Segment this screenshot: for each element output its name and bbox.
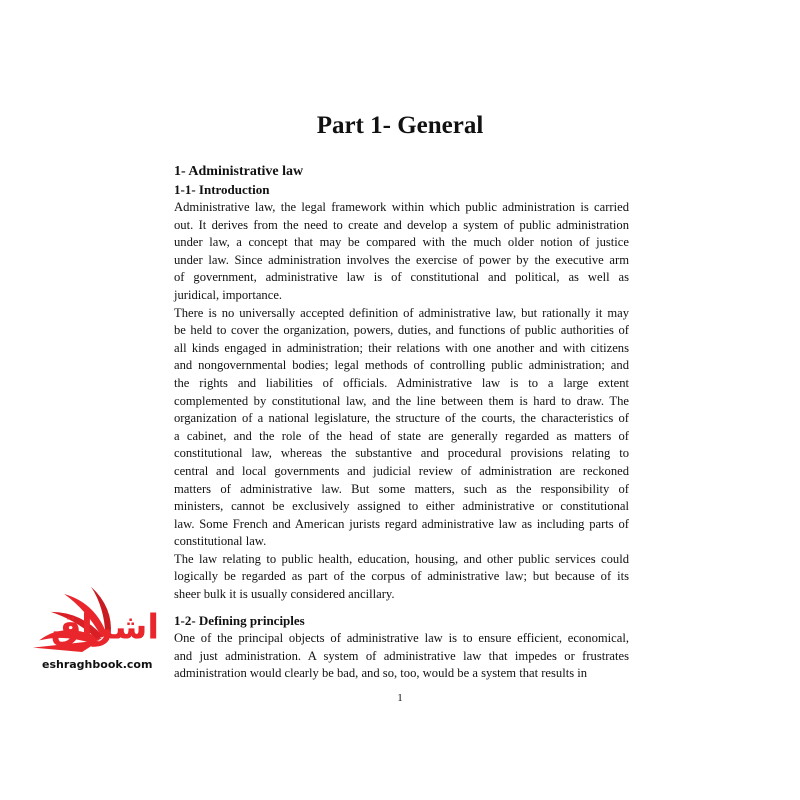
text-line: be held to cover the organization, powers, duties, and functions of public authorities of [174,323,629,338]
page-title: Part 1- General [316,112,484,139]
text-line: and just administration. A system of administrative law that impedes or frustrates [174,648,629,663]
text-line: constitutional law. [174,534,267,549]
body-text [174,630,629,683]
text-line: logically be regarded as part of the corpus of administrative law; but because of its [174,569,629,584]
text-line: juridical, importance. [174,287,283,302]
text-line: a cabinet, and the role of the head of state are generally regarded as matters of [174,428,629,443]
section-administrative-law [174,163,629,604]
eshraghbook-logo-icon [28,585,163,661]
page-number: 1 [397,692,403,704]
text-line: under law, a concept that may be compared with the much older notion of justice [174,235,629,250]
text-line: The law relating to public health, education, housing, and other public services could [174,551,629,566]
text-line: all kinds engaged in administration; their relations with one another and with citizens [174,340,629,355]
section-defining-principles [174,612,629,683]
text-line: matters of administrative law. But some matters, such as the responsibility of [174,481,629,496]
text-line: under law. Since administration involves the exercise of power by the executive arm [174,252,629,267]
text-line: administration would clearly be bad, and so, too, would be a system that results in [174,666,588,681]
watermark-url: eshraghbook.com [42,658,153,671]
body-text [174,199,629,604]
section-heading: 1- Administrative law [174,164,304,179]
text-line: organization of a national legislature, the structure of the courts, the characteristics of [174,411,629,426]
text-line: sheer bulk it is usually considered ancillary. [174,587,395,602]
text-line: and nongovernmental bodies; legal methods of controlling public administration; and [174,358,629,373]
text-line: complemented by constitutional law, and the line between them is hard to draw. The [174,393,629,408]
text-line: of government, administrative law is of constitutional and political, as well as [174,270,629,285]
text-line: out. It derives from the need to create and develop a system of public administration [174,217,629,232]
subsection-heading: 1-1- Introduction [174,182,270,197]
text-line: constitutional law, whereas the substantive and procedural provisions relating to [174,446,629,461]
subsection-heading: 1-2- Defining principles [174,613,305,628]
logo-text: اشراق [50,607,159,648]
text-line: Administrative law, the legal framework within which public administration is carried [174,200,629,214]
text-line: There is no universally accepted definition of administrative law, but rationally it may [174,305,629,320]
text-line: ministers, cannot be exclusively assigned to either administrative or constitutional [174,499,629,514]
text-line: central and local governments and judicial review of administration are reckoned [174,463,629,478]
text-line: the rights and liabilities of officials. Administrative law is to a large extent [174,375,629,390]
text-line: law. Some French and American jurists regard administrative law as including parts of [174,516,629,531]
text-line: One of the principal objects of administrative law is to ensure efficient, economical, [174,631,629,645]
